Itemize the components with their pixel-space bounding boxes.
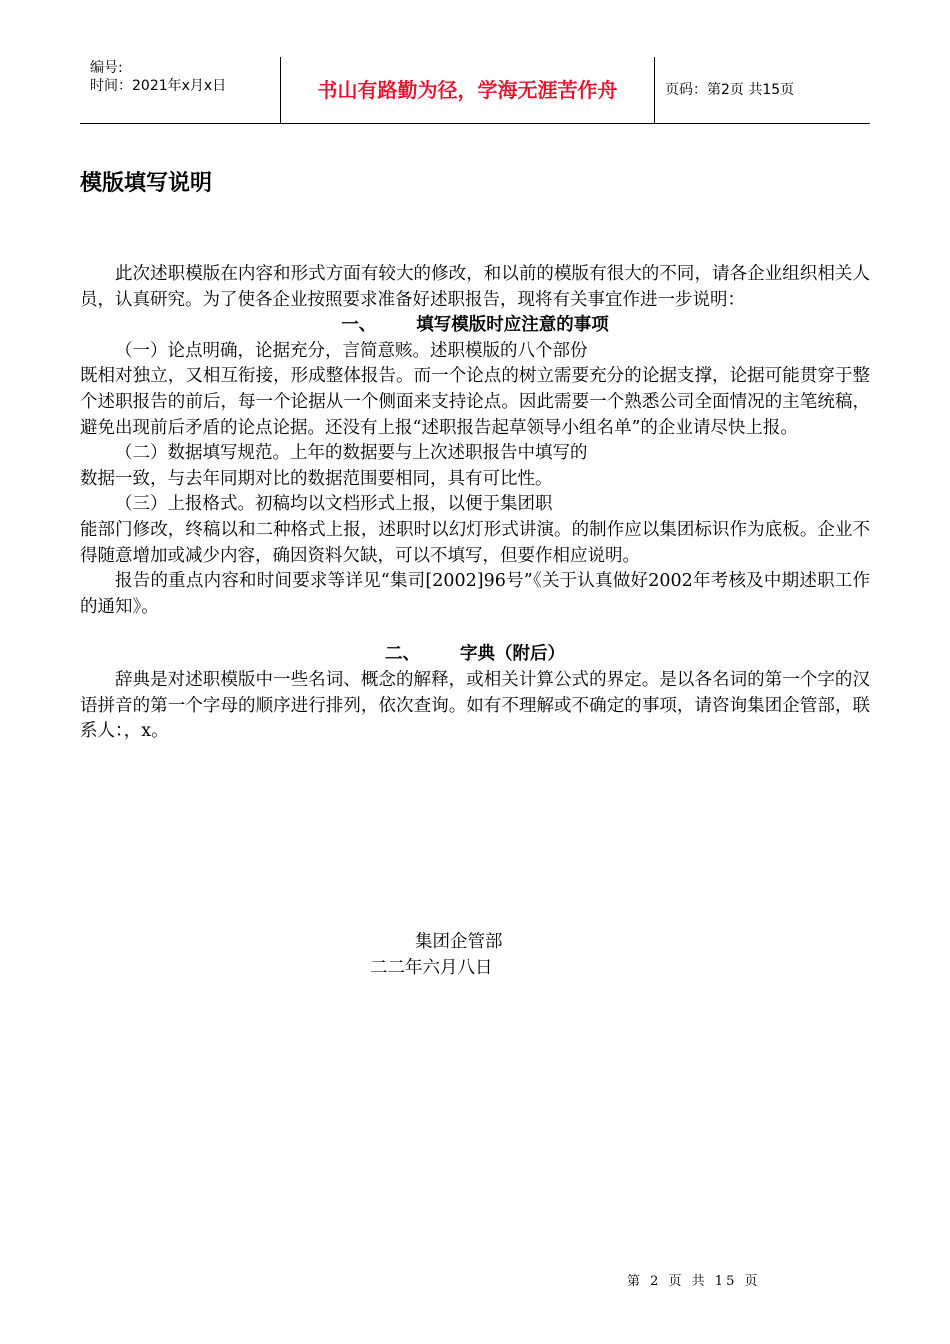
- header-page-info: 页码：第2页 共15页: [665, 82, 795, 98]
- section-1-heading: [80, 313, 870, 339]
- item-3-first-line: （三）上报格式。初稿均以文档形式上报，以便于集团职: [115, 494, 553, 515]
- item-1-first-line: （一）论点明确，论据充分，言简意赅。述职模版的八个部份: [115, 340, 588, 361]
- spacer: [80, 620, 870, 642]
- time-label: 时间：2021年x月x日: [90, 78, 227, 94]
- item-3-body: 能部门修改，终稿以和二种格式上报，述职时以幻灯形式讲演。的制作应以集团标识作为底板。企业不得随意增加或减少内容，确因资料欠缺，可以不填写，但要作相应说明。: [80, 519, 870, 566]
- section-2-heading: [80, 642, 870, 668]
- section-2-title: 字典（附后）: [460, 644, 565, 665]
- item-2-first-line: （二）数据填写规范。上年的数据要与上次述职报告中填写的: [115, 443, 588, 464]
- header-meta-cell: [80, 57, 281, 123]
- page-header: [80, 57, 870, 124]
- section-1-note: 报告的重点内容和时间要求等详见“集司[2002]96号”《关于认真做好2002年考核及中期述职工作的通知》。: [80, 571, 870, 617]
- intro-paragraph: 此次述职模版在内容和形式方面有较大的修改，和以前的模版有很大的不同，请各企业组织相关人员，认真研究。为了使各企业按照要求准备好述职报告，现将有关事宜作进一步说明：: [80, 264, 870, 310]
- section-2-number: 二、: [385, 644, 420, 665]
- document-body: [80, 262, 870, 745]
- signature-date: 二二年六月八日: [370, 958, 493, 978]
- document-title: 模版填写说明: [80, 171, 213, 196]
- section-1-title: 填写模版时应注意的事项: [416, 315, 609, 336]
- header-motto: 书山有路勤为径，学海无涯苦作舟: [281, 57, 655, 123]
- signature-department: 集团企管部: [415, 932, 503, 952]
- page-footer: 第 2 页 共 15 页: [627, 1274, 761, 1289]
- item-2-body: 数据一致，与去年同期对比的数据范围要相同，具有可比性。: [80, 468, 553, 489]
- section-1-number: 一、: [341, 315, 377, 336]
- section-2-paragraph: 辞典是对述职模版中一些名词、概念的解释，或相关计算公式的界定。是以各名词的第一个字的汉语拼音的第一个字母的顺序进行排列，依次查询。如有不理解或不确定的事项，请咨询集团企管部，联系人：，x。: [80, 669, 870, 742]
- item-1-body: 既相对独立，又相互衔接，形成整体报告。而一个论点的树立需要充分的论据支撑，论据可能贯穿于整个述职报告的前后，每一个论据从一个侧面来支持论点。因此需要一个熟悉公司全面情况的主笔统稿，避免出现前后矛盾的论点论据。还没有上报“述职报告起草领导小组名单”的企业请尽快上报。: [80, 366, 870, 438]
- code-label: 编号:: [90, 60, 123, 76]
